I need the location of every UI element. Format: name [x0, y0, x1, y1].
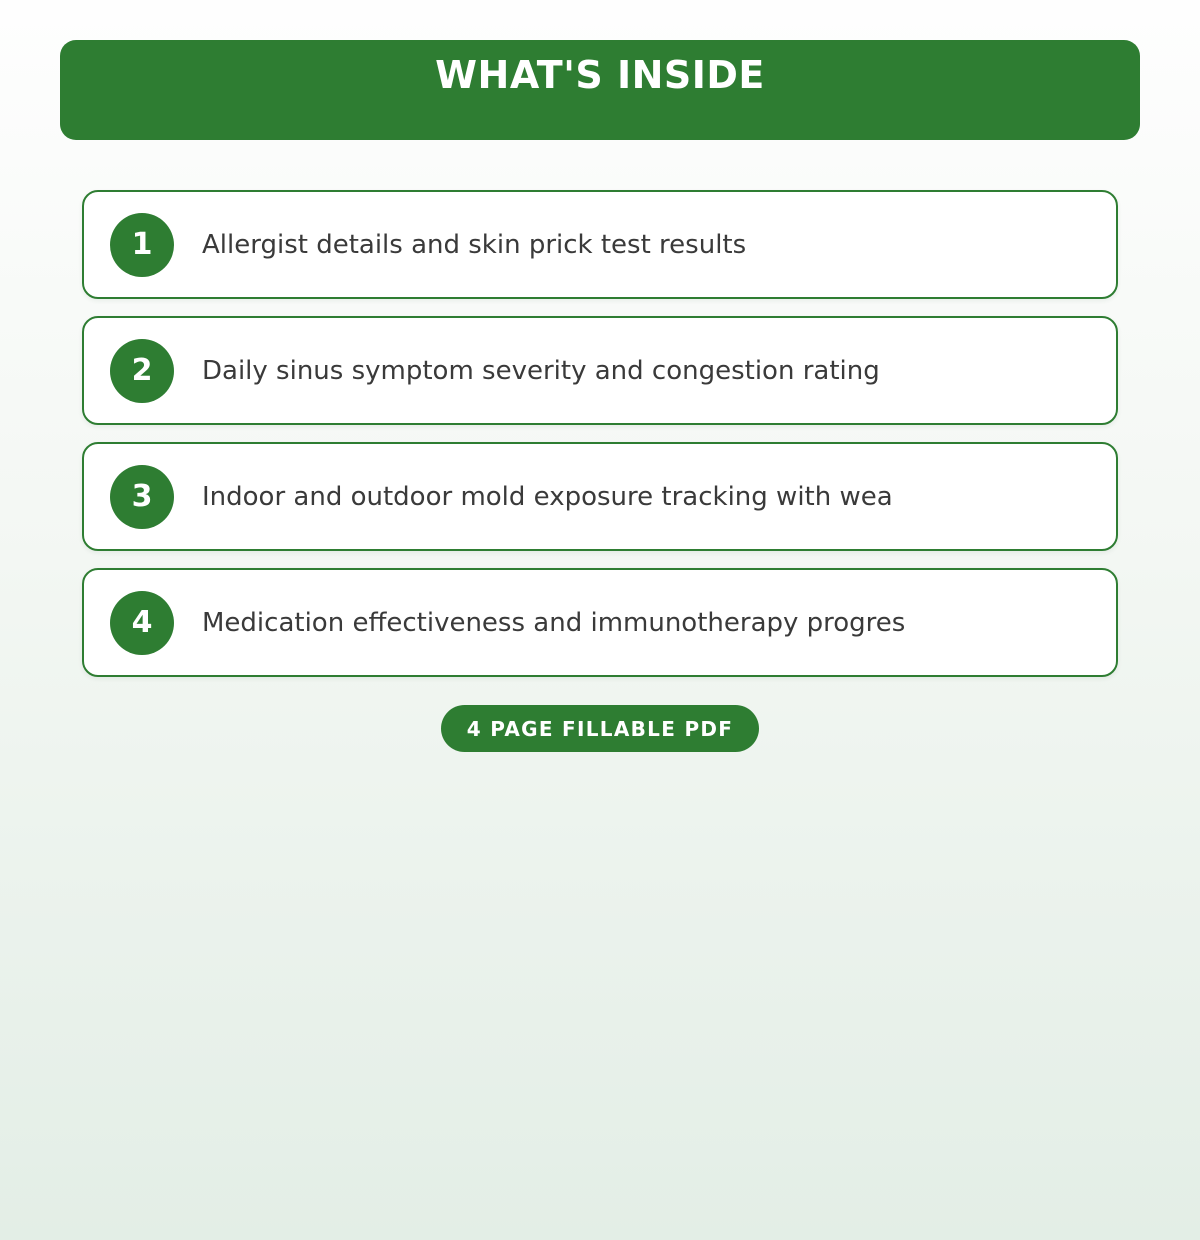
list-item	[82, 568, 1118, 677]
item-text: Daily sinus symptom severity and congestion rating	[202, 355, 880, 386]
item-text: Indoor and outdoor mold exposure tracking with wea	[202, 481, 893, 512]
item-number-badge: 1	[110, 213, 174, 277]
header-banner	[60, 40, 1140, 140]
pdf-badge: 4 PAGE FILLABLE PDF	[441, 705, 760, 752]
item-text: Allergist details and skin prick test results	[202, 229, 747, 260]
item-number-badge: 4	[110, 591, 174, 655]
list-item	[82, 316, 1118, 425]
item-number-badge: 3	[110, 465, 174, 529]
badge-row	[0, 705, 1200, 752]
item-number-badge: 2	[110, 339, 174, 403]
list-item	[82, 190, 1118, 299]
items-list	[82, 190, 1118, 677]
list-item	[82, 442, 1118, 551]
item-text: Medication effectiveness and immunotherapy progres	[202, 607, 906, 638]
page-title: WHAT'S INSIDE	[435, 53, 765, 97]
